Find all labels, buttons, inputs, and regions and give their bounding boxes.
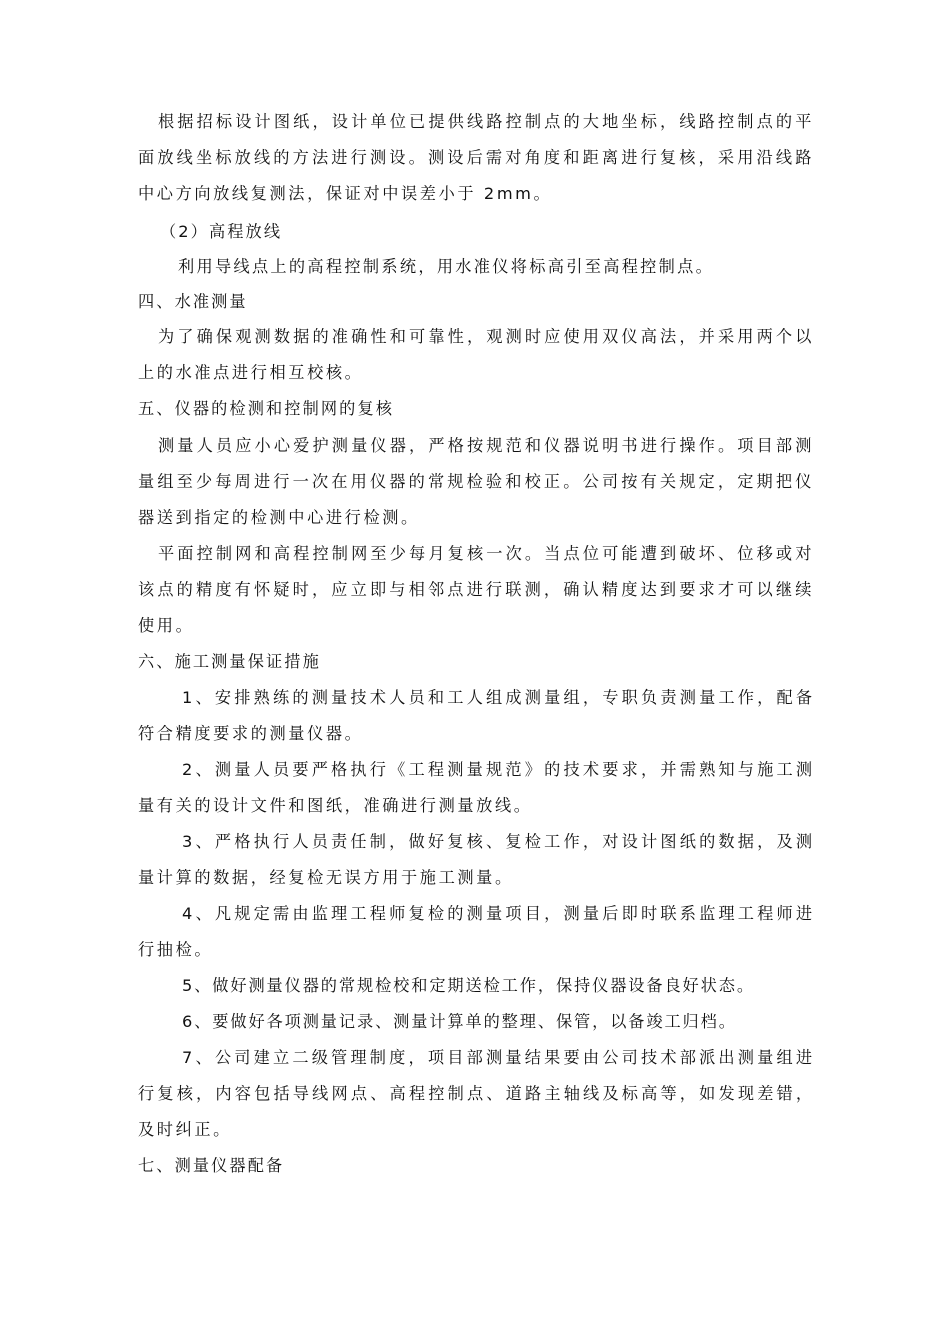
list-item-line: 7、公司建立二级管理制度，项目部测量结果要由公司技术部派出测量组进 — [182, 1048, 814, 1067]
paragraph-line: 根据招标设计图纸，设计单位已提供线路控制点的大地坐标，线路控制点的平 — [158, 112, 814, 131]
paragraph-line: 上的水准点进行相互校核。 — [138, 363, 364, 382]
paragraph-line: 为了确保观测数据的准确性和可靠性，观测时应使用双仪高法，并采用两个以 — [158, 327, 814, 346]
subsection-heading: （2）高程放线 — [160, 222, 283, 241]
list-item-line: 量有关的设计文件和图纸，准确进行测量放线。 — [138, 796, 533, 815]
list-item-line: 行抽检。 — [138, 940, 214, 959]
list-item-line: 量计算的数据，经复检无误方用于施工测量。 — [138, 868, 514, 887]
paragraph-line: 中心方向放线复测法，保证对中误差小于 2mm。 — [138, 184, 553, 203]
list-item-line: 2、测量人员要严格执行《工程测量规范》的技术要求，并需熟知与施工测 — [182, 760, 814, 779]
section-heading: 五、仪器的检测和控制网的复核 — [138, 399, 395, 418]
section-heading: 六、施工测量保证措施 — [138, 652, 321, 671]
list-item-line: 符合精度要求的测量仪器。 — [138, 724, 364, 743]
paragraph-line: 测量人员应小心爱护测量仪器，严格按规范和仪器说明书进行操作。项目部测 — [158, 436, 814, 455]
paragraph-line: 利用导线点上的高程控制系统，用水准仪将标高引至高程控制点。 — [178, 257, 715, 276]
paragraph-line: 使用。 — [138, 616, 195, 635]
section-heading: 四、水准测量 — [138, 292, 248, 311]
paragraph-line: 平面控制网和高程控制网至少每月复核一次。当点位可能遭到破坏、位移或对 — [158, 544, 814, 563]
paragraph-line: 面放线坐标放线的方法进行测设。测设后需对角度和距离进行复核，采用沿线路 — [138, 148, 814, 167]
list-item-line: 6、要做好各项测量记录、测量计算单的整理、保管，以备竣工归档。 — [182, 1012, 737, 1031]
list-item-line: 1、安排熟练的测量技术人员和工人组成测量组，专职负责测量工作，配备 — [182, 688, 814, 707]
list-item-line: 5、做好测量仪器的常规检校和定期送检工作，保持仪器设备良好状态。 — [182, 976, 755, 995]
list-item-line: 行复核，内容包括导线网点、高程控制点、道路主轴线及标高等，如发现差错， — [138, 1084, 814, 1103]
section-heading: 七、测量仪器配备 — [138, 1156, 285, 1175]
paragraph-line: 该点的精度有怀疑时，应立即与相邻点进行联测，确认精度达到要求才可以继续 — [138, 580, 814, 599]
list-item-line: 4、凡规定需由监理工程师复检的测量项目，测量后即时联系监理工程师进 — [182, 904, 814, 923]
paragraph-line: 器送到指定的检测中心进行检测。 — [138, 508, 420, 527]
list-item-line: 及时纠正。 — [138, 1120, 232, 1139]
list-item-line: 3、严格执行人员责任制，做好复核、复检工作，对设计图纸的数据，及测 — [182, 832, 814, 851]
paragraph-line: 量组至少每周进行一次在用仪器的常规检验和校正。公司按有关规定，定期把仪 — [138, 472, 814, 491]
